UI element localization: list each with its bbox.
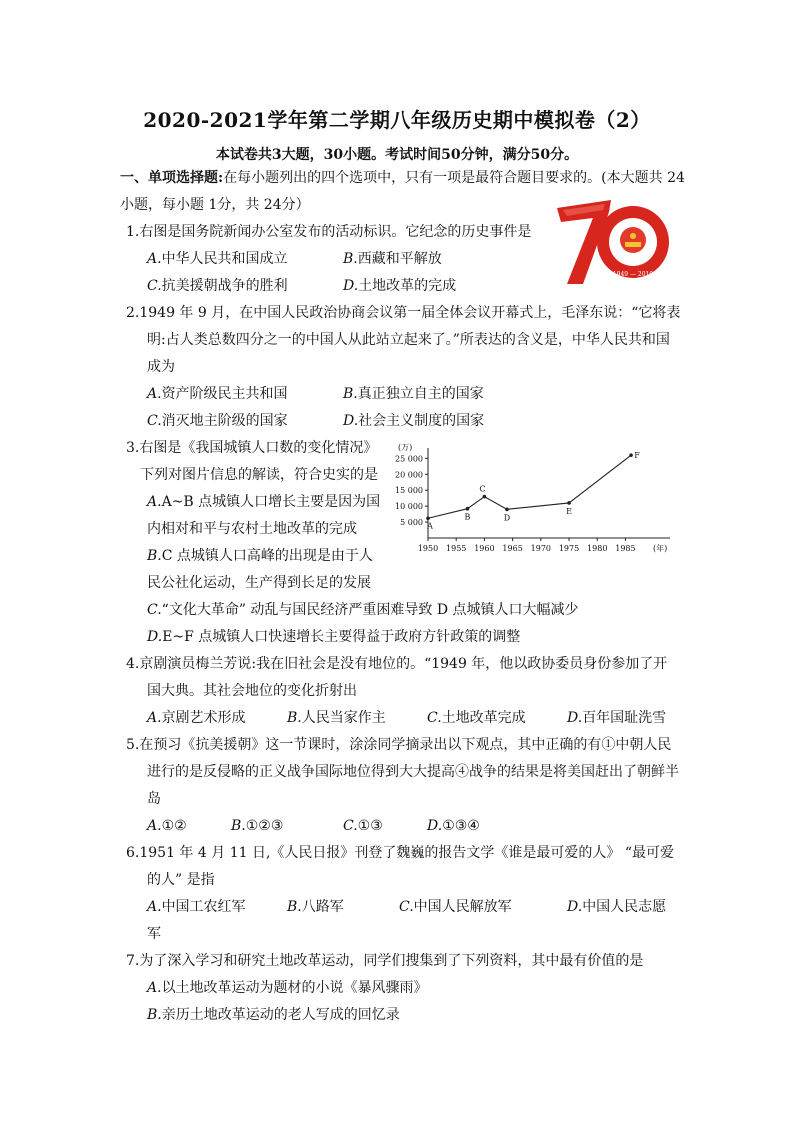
q2-option-c: C.消灭地主阶级的国家 bbox=[147, 413, 288, 429]
q5-stem-line-1: 5.在预习《抗美援朝》这一节课时，涂涂同学摘录出以下观点，其中正确的有①中朝人民 bbox=[126, 737, 672, 753]
y-tick-label: 15 000 bbox=[395, 486, 423, 496]
x-tick-label: 1980 bbox=[587, 544, 608, 553]
x-tick-label: 1955 bbox=[446, 544, 467, 553]
data-label-f: F bbox=[634, 451, 640, 461]
q6-stem-line-1: 6.1951 年 4 月 11 日,《人民日报》刊登了魏巍的报告文学《谁是最可爱的人》 “最可爱 bbox=[126, 845, 675, 861]
y-tick-label: 5 000 bbox=[400, 518, 423, 528]
x-tick-label: 1970 bbox=[530, 544, 552, 553]
q5-option-a: A.①② bbox=[147, 818, 187, 834]
q5-stem-line-2: 进行的是反侵略的正义战争国际地位得到大大提高④战争的结果是将美国赶出了朝鲜半 bbox=[147, 764, 679, 780]
q3-option-d: D.E~F 点城镇人口快速增长主要得益于政府方针政策的调整 bbox=[147, 629, 521, 645]
q3-stem-line-2: 下列对图片信息的解读，符合史实的是 bbox=[140, 467, 378, 483]
section-1-instruction: 在每小题列出的四个选项中，只有一项是最符合题目要求的。(本大题共 24 bbox=[223, 170, 685, 186]
q6-option-c: C.中国人民解放军 bbox=[399, 899, 512, 915]
q1-option-b: B.西藏和平解放 bbox=[343, 251, 442, 267]
x-axis-label: (年) bbox=[653, 544, 668, 553]
q3-option-a-line-1: A.A~B 点城镇人口增长主要是因为国 bbox=[147, 494, 381, 510]
q1-option-a: A.中华人民共和国成立 bbox=[147, 251, 288, 267]
q2-option-b: B.真正独立自主的国家 bbox=[343, 386, 484, 402]
q5-option-d: D.①③④ bbox=[427, 818, 480, 834]
anniversary-70-logo bbox=[553, 196, 673, 288]
q5-stem-line-3: 岛 bbox=[147, 791, 161, 807]
q3-stem-line-1: 3.右图是《我国城镇人口数的变化情况》 bbox=[126, 440, 378, 456]
q2-stem-line-3: 成为 bbox=[147, 359, 175, 375]
q1-option-c: C.抗美援朝战争的胜利 bbox=[147, 278, 288, 294]
y-axis-label: (万) bbox=[398, 443, 413, 452]
y-tick-label: 20 000 bbox=[395, 470, 423, 480]
section-1-instruction-line-2: 小题，每小题 1分，共 24分） bbox=[120, 197, 310, 213]
q1-stem: 1.右图是国务院新闻办公室发布的活动标识。它纪念的历史事件是 bbox=[126, 224, 532, 240]
x-tick-label: 1975 bbox=[558, 544, 580, 553]
q5-option-c: C.①③ bbox=[343, 818, 383, 834]
data-point-a bbox=[426, 516, 430, 520]
logo-years: 1949 — 2019 bbox=[612, 271, 654, 278]
data-point-c bbox=[483, 495, 487, 499]
data-label-d: D bbox=[503, 513, 511, 523]
page-title: 2020-2021学年第二学期八年级历史期中模拟卷（2） bbox=[143, 108, 651, 132]
page-subtitle: 本试卷共3大题，30小题。考试时间50分钟，满分50分。 bbox=[215, 147, 579, 163]
q6-option-a: A.中国工农红军 bbox=[147, 899, 246, 915]
q6-option-d: D.中国人民志愿 bbox=[567, 899, 667, 915]
data-point-e bbox=[567, 501, 571, 505]
q7-option-b: B.亲历土地改革运动的老人写成的回忆录 bbox=[147, 1007, 400, 1023]
q4-stem-line-1: 4.京剧演员梅兰芳说:我在旧社会是没有地位的。“1949 年，他以政协委员身份参加了开 bbox=[126, 656, 668, 672]
data-point-f bbox=[629, 453, 633, 457]
q3-option-b-line-2: 民公社化运动，生产得到长足的发展 bbox=[147, 575, 371, 591]
section-1-heading: 一、单项选择题: bbox=[120, 170, 224, 186]
q2-stem-line-2: 明:占人类总数四分之一的中国人从此站立起来了。”所表达的含义是，中华人民共和国 bbox=[147, 332, 670, 348]
q2-stem-line-1: 2.1949 年 9 月，在中国人民政治协商会议第一届全体会议开幕式上，毛泽东说：“它将表 bbox=[126, 305, 681, 321]
urban-population-chart bbox=[388, 438, 688, 563]
data-label-a: A bbox=[427, 521, 433, 531]
x-tick-label: 1985 bbox=[615, 544, 636, 553]
q4-option-a: A.京剧艺术形成 bbox=[147, 710, 246, 726]
q7-option-a: A.以土地改革运动为题材的小说《暴风骤雨》 bbox=[147, 980, 428, 996]
q5-option-b: B.①②③ bbox=[231, 818, 284, 834]
data-label-c: C bbox=[479, 484, 486, 494]
q6-option-d-wrap: 军 bbox=[147, 926, 161, 942]
q3-option-a-line-2: 内相对和平与农村土地改革的完成 bbox=[147, 521, 357, 537]
q4-option-c: C.土地改革完成 bbox=[427, 710, 526, 726]
x-tick-label: 1950 bbox=[417, 544, 439, 553]
national-emblem-icon bbox=[620, 227, 646, 253]
q4-option-b: B.人民当家作主 bbox=[287, 710, 386, 726]
q1-option-d: D.土地改革的完成 bbox=[343, 278, 457, 294]
q2-option-d: D.社会主义制度的国家 bbox=[343, 413, 485, 429]
y-tick-label: 10 000 bbox=[395, 502, 423, 512]
q6-option-b: B.八路军 bbox=[287, 899, 344, 915]
data-point-b bbox=[466, 507, 470, 511]
q2-option-a: A.资产阶级民主共和国 bbox=[147, 386, 288, 402]
q6-stem-line-2: 的人” 是指 bbox=[147, 872, 215, 888]
q7-stem: 7.为了深入学习和研究土地改革运动，同学们搜集到了下列资料，其中最有价值的是 bbox=[126, 953, 644, 969]
q3-option-b-line-1: B.C 点城镇人口高峰的出现是由于人 bbox=[147, 548, 373, 564]
data-label-b: B bbox=[464, 512, 471, 522]
population-series-line bbox=[428, 455, 631, 518]
q3-option-c: C.“文化大革命” 动乱与国民经济严重困难导致 D 点城镇人口大幅减少 bbox=[147, 602, 579, 618]
y-tick-label: 25 000 bbox=[395, 454, 423, 464]
x-tick-label: 1960 bbox=[474, 544, 495, 553]
x-tick-label: 1965 bbox=[502, 544, 523, 553]
data-label-e: E bbox=[566, 506, 572, 516]
q4-option-d: D.百年国耻洗雪 bbox=[567, 710, 667, 726]
section-1-instruction-line-1 bbox=[120, 168, 685, 188]
q4-stem-line-2: 国大典。其社会地位的变化折射出 bbox=[147, 683, 357, 699]
data-point-d bbox=[505, 508, 509, 512]
